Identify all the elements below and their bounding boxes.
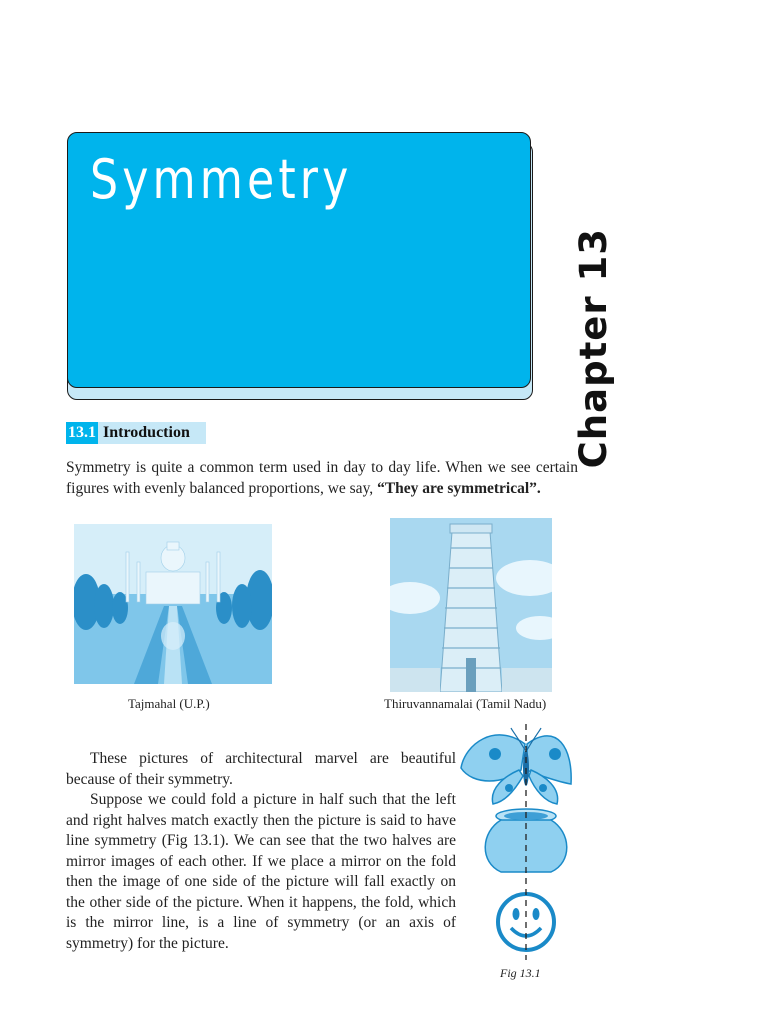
- chapter-number-label: Chapter 13: [572, 228, 615, 469]
- pot-icon: [485, 809, 567, 872]
- symmetry-figure: [455, 724, 577, 960]
- tajmahal-caption: Tajmahal (U.P.): [128, 696, 210, 711]
- chapter-title: Symmetry: [90, 148, 353, 211]
- figure-13-1: [455, 724, 577, 960]
- temple-illustration: [390, 518, 552, 692]
- intro-text: Symmetry is quite a common term used in day to day life. When we see certain figures with evenly balanced proportions, we say,: [66, 459, 578, 497]
- chapter-label-container: [530, 228, 615, 469]
- thiruvannamalai-photo: [390, 518, 552, 692]
- body-paragraph: Suppose we could fold a picture in half such that the left and right halves match exactly then the picture is said to have line symmetry (Fig 13.1). We can see that the two halves are mirror images of each other. If we place a mirror on the fold then the image of one side of the picture will fall exactly on the other side of the picture. When it happens, the fold, which is the mirror line, is a line of symmetry (or an axis of symmetry) for the picture.: [66, 791, 456, 952]
- tajmahal-photo: [74, 524, 272, 684]
- body-paragraph: These pictures of architectural marvel are beautiful because of their symmetry.: [66, 750, 456, 788]
- section-number: 13.1: [66, 422, 98, 444]
- section-title: Introduction: [103, 424, 190, 441]
- figure-caption: Fig 13.1: [500, 966, 541, 980]
- thiruvannamalai-caption: Thiruvannamalai (Tamil Nadu): [384, 696, 547, 711]
- intro-paragraph: [66, 458, 578, 499]
- intro-bold-quote: “They are symmetrical”.: [377, 479, 541, 497]
- butterfly-icon: [461, 728, 571, 804]
- tajmahal-illustration: [74, 524, 272, 684]
